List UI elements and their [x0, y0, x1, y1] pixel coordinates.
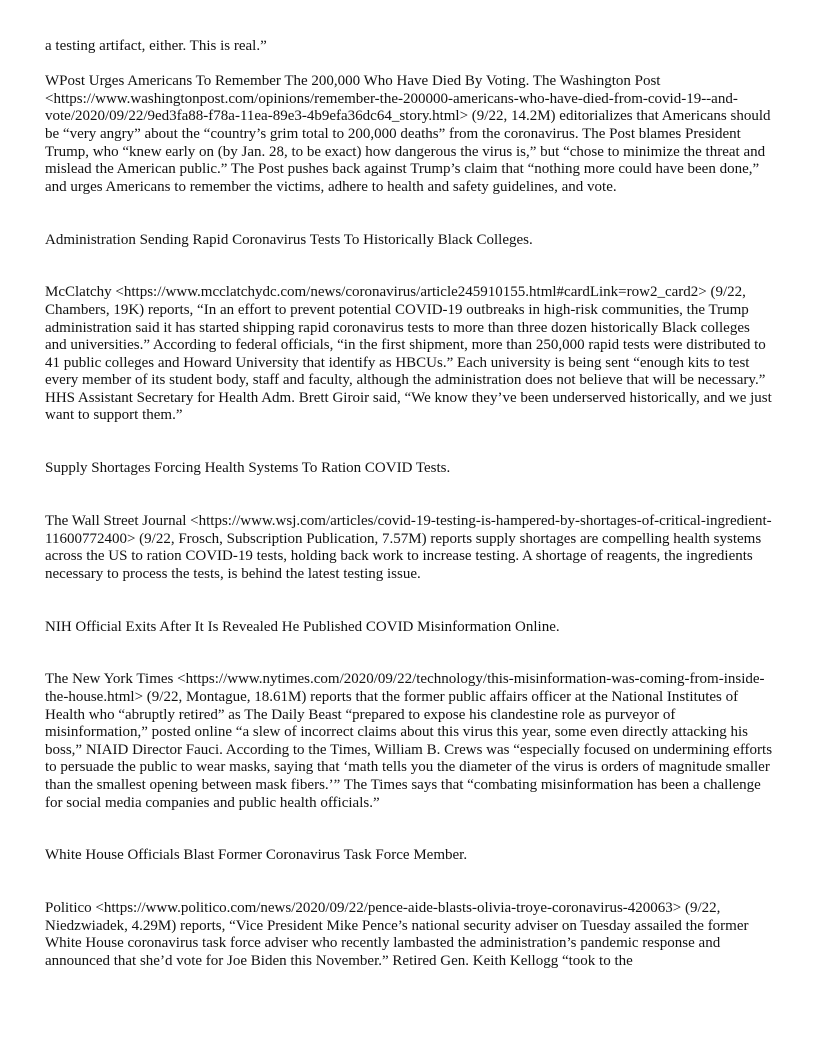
wpost-paragraph: WPost Urges Americans To Remember The 200,000 Who Have Died By Voting. The Washington Post <https://www.washingtonpost.com/opinions/remember-the-200000-americans-who-have-died-from-covid-19--and-vote/2020/09/22/9ed3fa88-f78a-11ea-89e3-4b9efa36dc64_story.html> (9/22, 14.2M) editorializes that Americans should be “very angry” about the “country’s grim total to 200,000 deaths” from the coronavirus. The Post blames President Trump, who “knew early on (by Jan. 28, to be exact) how dangerous the virus is,” but “chose to minimize the threat and mislead the American public.” The Post pushes back against Trump’s claim that “nothing more could have been done,” and urges Americans to remember the victims, adhere to health and safety guidelines, and vote.	[45, 73, 771, 195]
headline-nih: NIH Official Exits After It Is Revealed He Published COVID Misinformation Online.	[45, 618, 560, 635]
headline-supply: Supply Shortages Forcing Health Systems To Ration COVID Tests.	[45, 460, 451, 477]
headline-hbcu: Administration Sending Rapid Coronavirus Tests To Historically Black Colleges.	[45, 231, 533, 248]
wsj-paragraph: The Wall Street Journal <https://www.wsj.com/articles/covid-19-testing-is-hampered-by-shortages-of-critical-ingredient-11600772400> (9/22, Frosch, Subscription Publication, 7.57M) reports supply shortages are compelling health systems across the US to ration COVID-19 tests, holding back work to increase testing. A shortage of reagents, the ingredients necessary to process the tests, is behind the latest testing issue.	[45, 513, 772, 582]
politico-paragraph: Politico <https://www.politico.com/news/2020/09/22/pence-aide-blasts-olivia-troye-coronavirus-420063> (9/22, Niedzwiadek, 4.29M) reports, “Vice President Mike Pence’s national security adviser on Tuesday assailed the former White House coronavirus task force adviser who recently lambasted the administration’s pandemic response and announced that she’d vote for Joe Biden this November.” Retired Gen. Keith Kellogg “took to the	[45, 900, 749, 969]
headline-whitehouse: White House Officials Blast Former Coronavirus Task Force Member.	[45, 847, 468, 864]
continuation-text: a testing artifact, either. This is real.”	[45, 38, 267, 54]
mcclatchy-paragraph: McClatchy <https://www.mcclatchydc.com/news/coronavirus/article245910155.html#cardLink=row2_card2> (9/22, Chambers, 19K) reports, “In an effort to prevent potential COVID-19 outbreaks in high-risk communities, the Trump administration said it has started shipping rapid coronavirus tests to more than three dozen historically Black colleges and universities.” According to federal officials, “in the first shipment, more than 250,000 rapid tests were distributed to 41 public colleges and Howard University that identify as HBCUs.” Each university is being sent “enough kits to test every member of its student body, staff and faculty, although the administration does not believe that will be necessary.” HHS Assistant Secretary for Health Adm. Brett Giroir said, “We know they’ve been underserved historically, and we just want to support them.”	[45, 284, 772, 424]
nyt-paragraph: The New York Times <https://www.nytimes.com/2020/09/22/technology/this-misinformation-was-coming-from-inside-the-house.html> (9/22, Montague, 18.61M) reports that the former public affairs officer at the National Institutes of Health who “abruptly retired” as The Daily Beast “prepared to expose his clandestine role as purveyor of misinformation,” posted online “a slew of incorrect claims about this virus this year, some even directly attacking his boss,” NIAID Director Fauci. According to the Times, William B. Crews was “especially focused on undermining efforts to persuade the public to wear masks, saying that ‘math tells you the diameter of the virus is orders of magnitude smaller than the smallest opening between mask fibers.’” The Times says that “combating misinformation has been a challenge for social media companies and public health officials.”	[45, 671, 773, 811]
document-page	[45, 38, 773, 1006]
